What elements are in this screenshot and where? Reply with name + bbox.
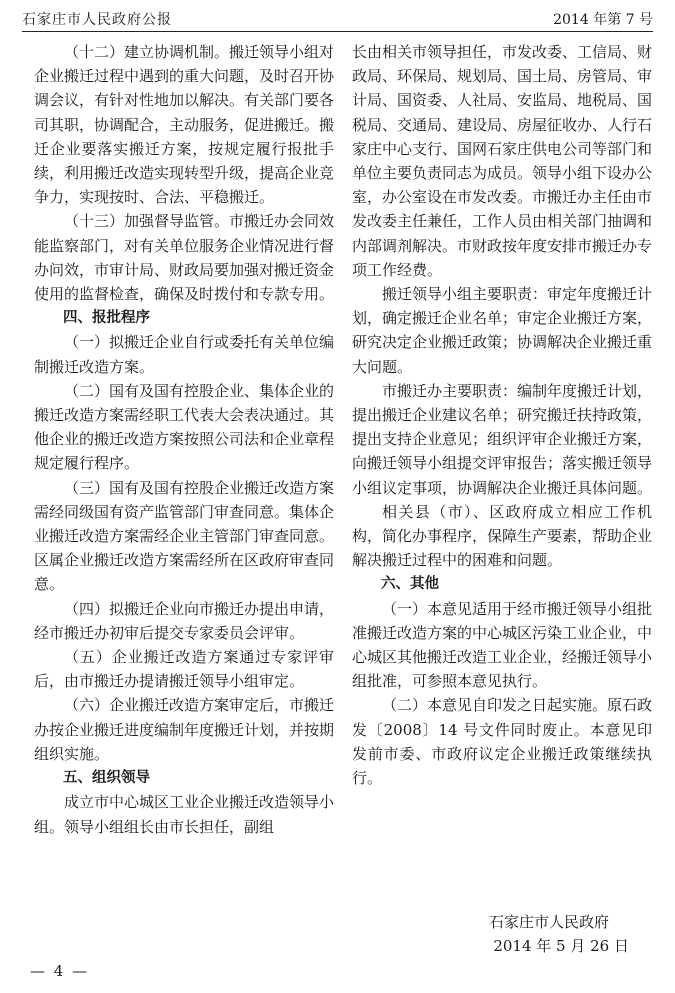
paragraph: （一）本意见适用于经市搬迁领导小组批准搬迁改造方案的中心城区污染工业企业，中心城区其他搬迁改造工业企业，经搬迁领导小组批准，可参照本意见执行。 — [352, 599, 653, 691]
paragraph: 搬迁领导小组主要职责：审定年度搬迁计划，确定搬迁企业名单；审定企业搬迁方案，研究决定企业搬迁政策；协调解决企业搬迁重大问题。 — [352, 285, 653, 376]
paragraph: （四）拟搬迁企业向市搬迁办提出申请，经市搬迁办初审后提交专家委员会评审。 — [34, 599, 335, 642]
paragraph: （六）企业搬迁改造方案审定后，市搬迁办按企业搬迁进度编制年度搬迁计划，并按期组织实施。 — [34, 696, 335, 763]
page-header — [22, 6, 653, 32]
paragraph: （五）企业搬迁改造方案通过专家评审后，由市搬迁办提请搬迁领导小组审定。 — [34, 648, 334, 691]
page-number: — 4 — — [30, 962, 90, 980]
journal-title: 石家庄市人民政府公报 — [22, 12, 172, 28]
left-column — [34, 40, 334, 839]
paragraph: （十二）建立协调机制。搬迁领导小组对企业搬迁过程中遇到的重大问题，及时召开协调会议，有针对性地加以解决。有关部门要各司其职，协调配合，主动服务，促进搬迁。搬迁企业要落实搬迁方案，按规定履行报批手续，利用搬迁改造实现转型升级，提高企业竞争力，实现按时、合法、平稳搬迁。 — [34, 43, 335, 207]
paragraph: 成立市中心城区工业企业搬迁改造领导小组。领导小组组长由市长担任，副组 — [34, 793, 335, 836]
section-heading: 四、报批程序 — [63, 310, 150, 327]
section-heading: 六、其他 — [381, 576, 439, 593]
section-heading: 五、组织领导 — [63, 770, 150, 787]
paragraph: （三）国有及国有控股企业搬迁改造方案需经同级国有资产监管部门审查同意。集体企业搬迁改造方案需经企业主管部门审查同意。区属企业搬迁改造方案需经所在区政府审查同意。 — [34, 478, 335, 594]
paragraph: 长由相关市领导担任，市发改委、工信局、财政局、环保局、规划局、国土局、房管局、审计局、国资委、人社局、安监局、地税局、国税局、交通局、建设局、房屋征收办、人行石家庄中心支行、国网石家庄供电公司等部门和单位主要负责同志为成员。领导小组下设办公室，办公室设在市发改委。市搬迁办主任由市发改委主任兼任，工作人员由相关部门抽调和内部调剂解决。市财政按年度安排市搬迁办专项工作经费。 — [352, 43, 653, 279]
issuing-organization: 石家庄市人民政府 — [488, 913, 609, 931]
issue-date: 2014 年 5 月 26 日 — [493, 937, 629, 955]
right-column — [352, 40, 652, 790]
issue-number: 2014 年第 7 号 — [553, 12, 653, 28]
paragraph: 相关县（市）、区政府成立相应工作机构，简化办事程序，保障生产要素，帮助企业解决搬迁过程中的困难和问题。 — [352, 502, 653, 570]
paragraph: （二）国有及国有控股企业、集体企业的搬迁改造方案需经职工代表大会表决通过。其他企业的搬迁改造方案按照公司法和企业章程规定履行程序。 — [34, 381, 335, 473]
paragraph: （一）拟搬迁企业自行或委托有关单位编制搬迁改造方案。 — [34, 333, 335, 376]
paragraph: （二）本意见自印发之日起实施。原石政发〔2008〕14 号文件同时废止。本意见印发前市委、市政府议定企业搬迁政策继续执行。 — [352, 696, 653, 788]
paragraph: （十三）加强督导监管。市搬迁办会同效能监察部门，对有关单位服务企业情况进行督办问效，市审计局、财政局要加强对搬迁资金使用的监督检查，确保及时拨付和专款专用。 — [34, 212, 335, 304]
signature-block — [489, 910, 629, 958]
paragraph: 市搬迁办主要职责：编制年度搬迁计划，提出搬迁企业建议名单；研究搬迁扶持政策，提出支持企业意见；组织评审企业搬迁方案，向搬迁领导小组提交评审报告；落实搬迁领导小组议定事项，协调解决企业搬迁具体问题。 — [352, 381, 653, 497]
